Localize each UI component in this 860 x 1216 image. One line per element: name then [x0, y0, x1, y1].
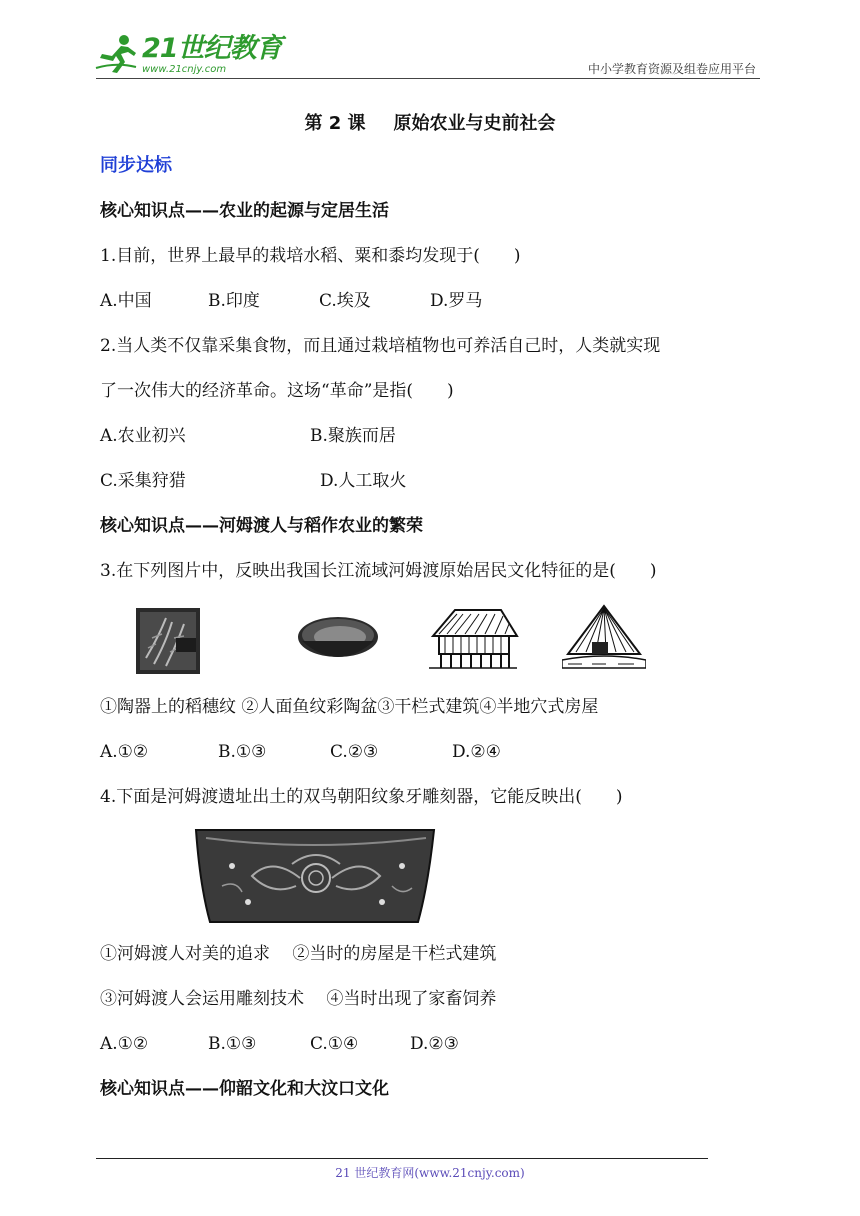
- q4-option-c[interactable]: C.①④: [310, 1034, 359, 1054]
- question-2-stem-line2: 了一次伟大的经济革命。这场“革命”是指( ): [100, 381, 454, 401]
- lesson-name: 原始农业与史前社会: [393, 113, 556, 134]
- q1-option-d[interactable]: D.罗马: [430, 291, 483, 311]
- question-3-captions: ①陶器上的稻穗纹 ②人面鱼纹彩陶盆③干栏式建筑④半地穴式房屋: [100, 697, 599, 717]
- lesson-number: 第 2 课: [304, 113, 366, 134]
- question-4-statement-3-4: ③河姆渡人会运用雕刻技术 ④当时出现了家畜饲养: [100, 989, 497, 1009]
- q2-option-d[interactable]: D.人工取火: [320, 471, 407, 491]
- question-4-statement-1-2: ①河姆渡人对美的追求 ②当时的房屋是干栏式建筑: [100, 944, 497, 964]
- question-1-stem: 1.目前，世界上最早的栽培水稻、粟和黍均发现于( ): [100, 246, 521, 266]
- header-platform-text: 中小学教育资源及组卷应用平台: [587, 62, 756, 76]
- q1-option-c[interactable]: C.埃及: [319, 291, 371, 311]
- page-title: [0, 112, 860, 136]
- q1-option-b[interactable]: B.印度: [208, 291, 260, 311]
- q3-option-b[interactable]: B.①③: [218, 742, 267, 762]
- q4-option-b[interactable]: B.①③: [208, 1034, 257, 1054]
- q4-option-d[interactable]: D.②③: [410, 1034, 459, 1054]
- q2-option-c[interactable]: C.采集狩猎: [100, 471, 186, 491]
- logo-runner-icon: [94, 34, 138, 74]
- semi-subterranean-house-image: [562, 604, 646, 672]
- footer-divider: [96, 1158, 708, 1159]
- header-divider: [96, 78, 760, 79]
- rice-pattern-pottery-image: [136, 608, 200, 674]
- q3-option-a[interactable]: A.①②: [100, 742, 149, 762]
- q3-option-c[interactable]: C.②③: [330, 742, 379, 762]
- q4-option-a[interactable]: A.①②: [100, 1034, 149, 1054]
- question-3-stem: 3.在下列图片中，反映出我国长江流域河姆渡原始居民文化特征的是( ): [100, 561, 657, 581]
- q2-option-b[interactable]: B.聚族而居: [310, 426, 396, 446]
- question-4-stem: 4.下面是河姆渡遗址出土的双鸟朝阳纹象牙雕刻器，它能反映出( ): [100, 787, 623, 807]
- q3-option-d[interactable]: D.②④: [452, 742, 501, 762]
- stilt-house-image: [425, 606, 521, 672]
- ivory-carving-image: [192, 826, 438, 928]
- painted-pottery-basin-image: [296, 611, 380, 671]
- section-heading: 同步达标: [100, 155, 172, 176]
- knowledge-point-2: 核心知识点——河姆渡人与稻作农业的繁荣: [100, 516, 423, 536]
- logo-text: 21世纪教育: [142, 33, 282, 64]
- q1-option-a[interactable]: A.中国: [100, 291, 152, 311]
- q2-option-a[interactable]: A.农业初兴: [100, 426, 186, 446]
- question-2-stem-line1: 2.当人类不仅靠采集食物，而且通过栽培植物也可养活自己时，人类就实现: [100, 336, 661, 356]
- knowledge-point-3: 核心知识点——仰韶文化和大汶口文化: [100, 1079, 389, 1099]
- logo-url: www.21cnjy.com: [142, 64, 227, 75]
- footer-site-link[interactable]: 21 世纪教育网(www.21cnjy.com): [335, 1166, 525, 1180]
- knowledge-point-1: 核心知识点——农业的起源与定居生活: [100, 201, 389, 221]
